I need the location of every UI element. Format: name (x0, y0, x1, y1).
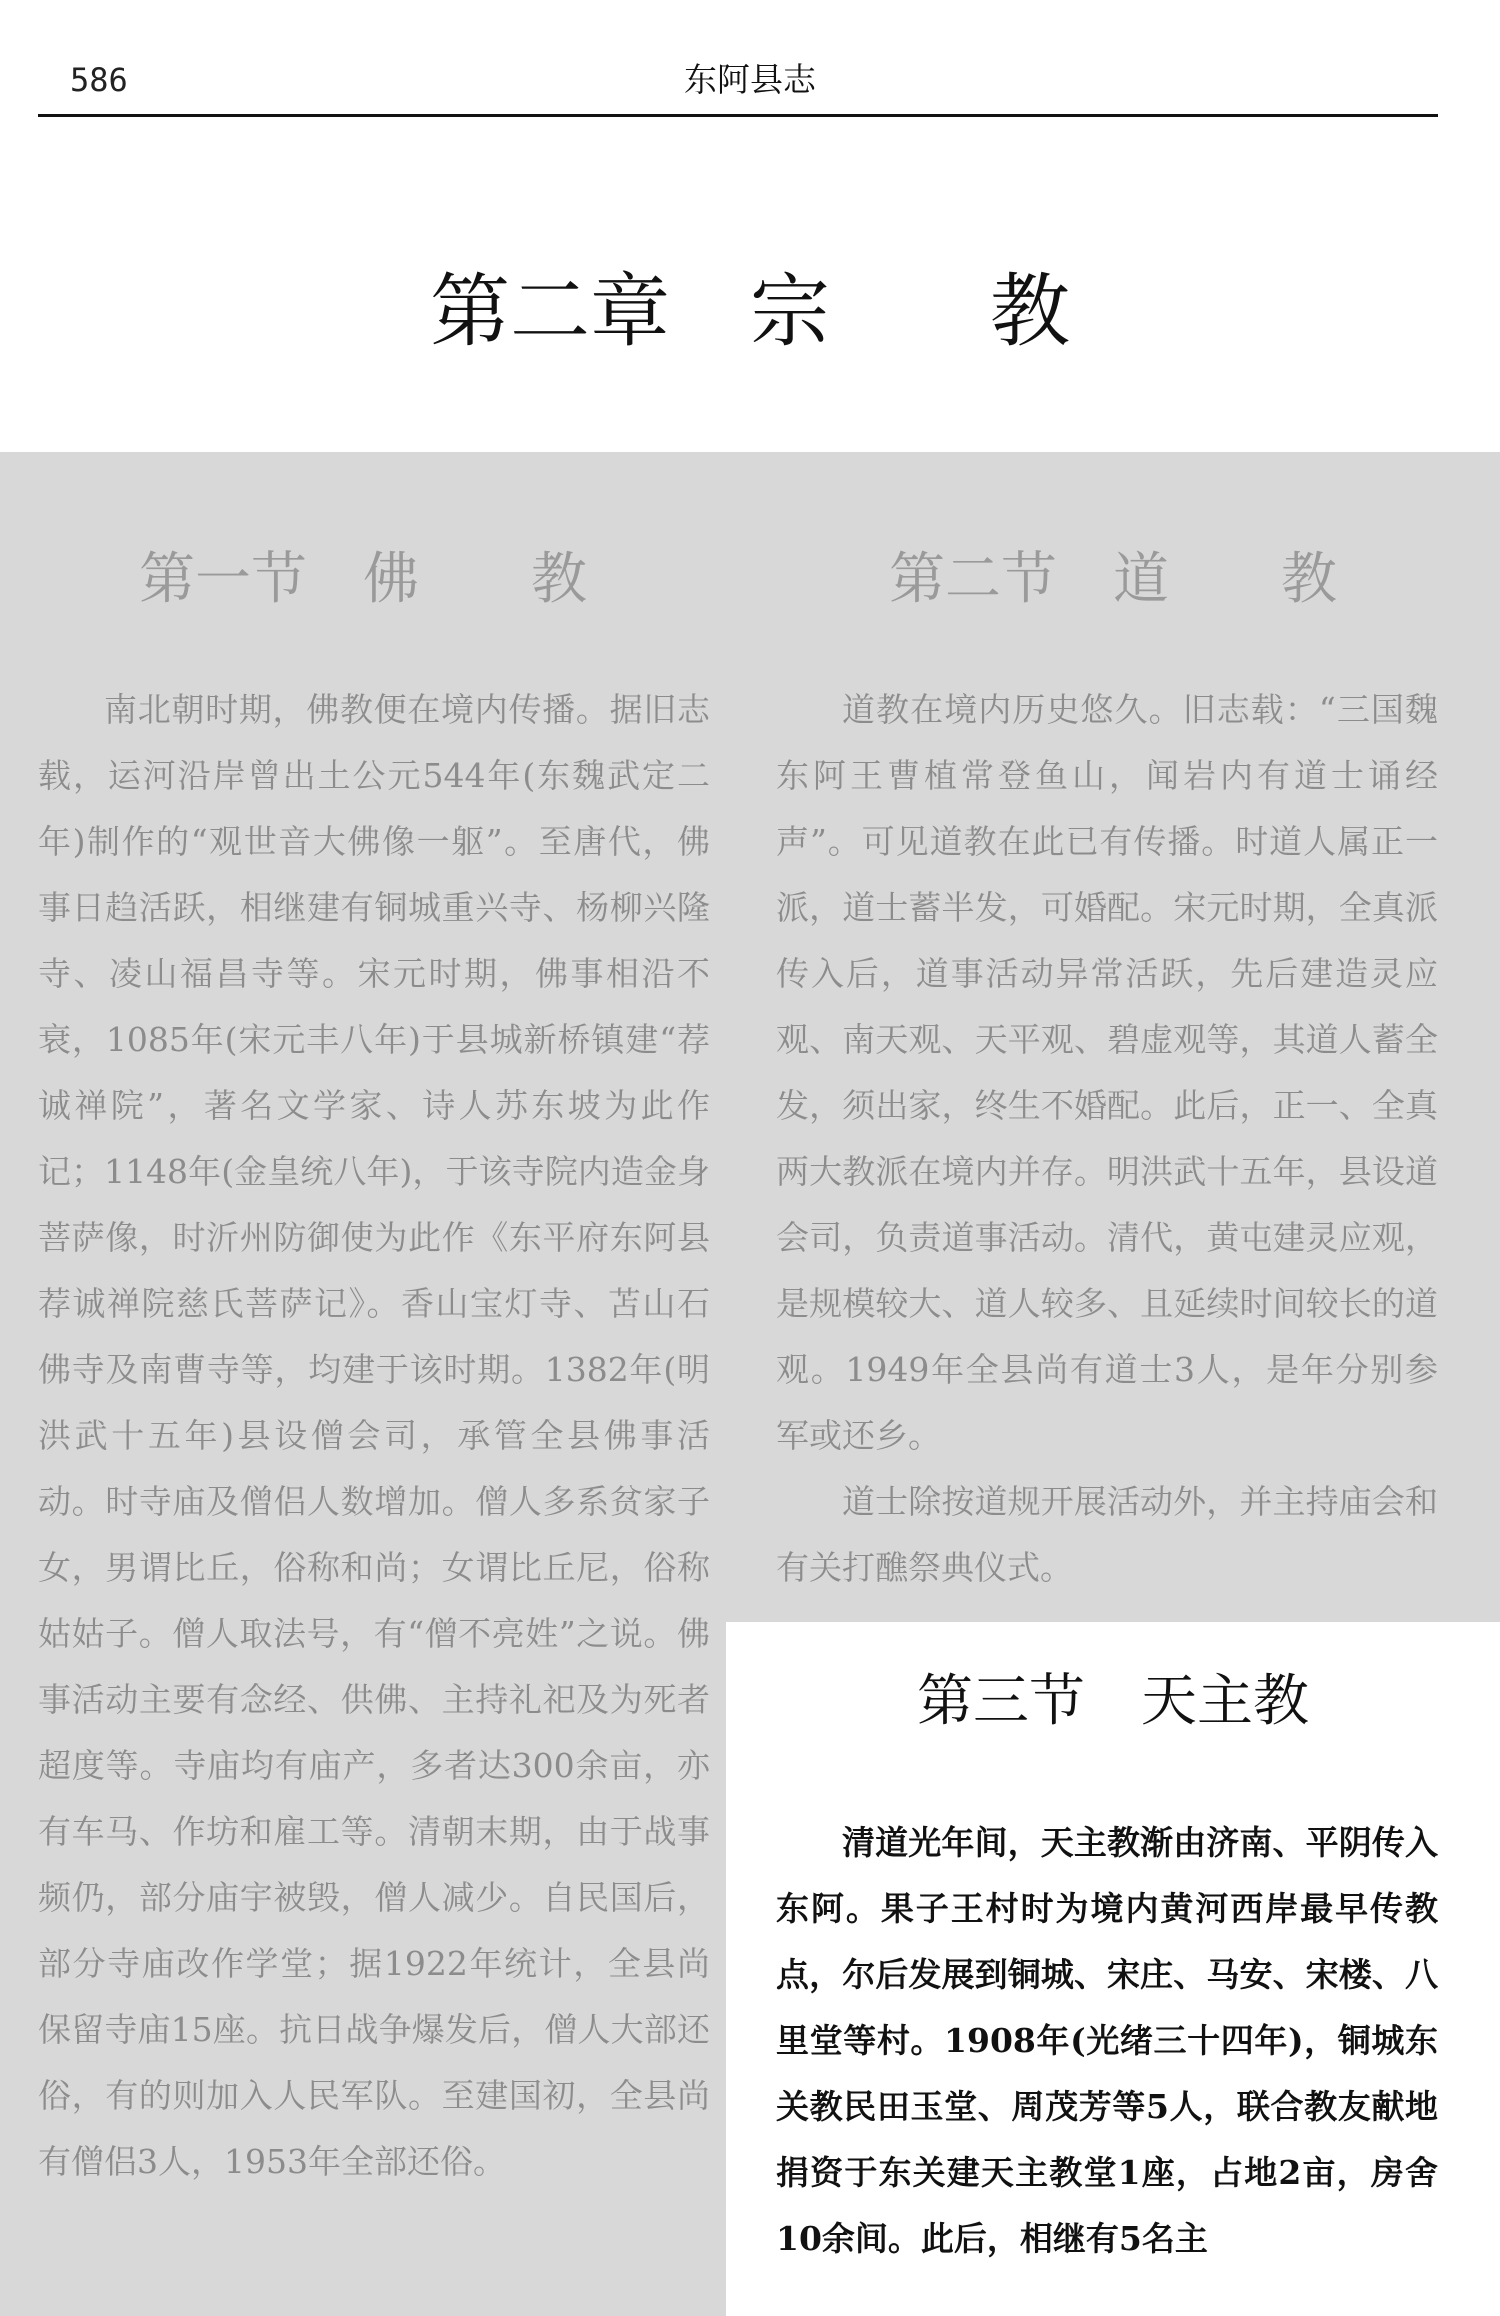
catholicism-paragraph: 清道光年间，天主教渐由济南、平阴传入东阿。果子王村时为境内黄河西岸最早传教点，尔后发展到铜城、宋庄、马安、宋楼、八里堂等村。1908年(光绪三十四年)，铜城东关教民田玉堂、周茂芳等5人，联合教友献地捐资于东关建天主教堂1座，占地2亩，房舍10余间。此后，相继有5名主 (776, 1823, 1438, 2258)
buddhism-section-title: 第一节 佛 教 (139, 547, 587, 612)
chapter-title: 第二章 宗 教 (430, 265, 1070, 358)
taoism-section-body (776, 677, 1438, 1601)
taoism-section-title: 第二节 道 教 (889, 547, 1337, 612)
taoism-paragraph-2: 道士除按道规开展活动外，并主持庙会和有关打醮祭典仪式。 (776, 1482, 1438, 1587)
taoism-paragraph-1: 道教在境内历史悠久。旧志载：“三国魏东阿王曹植常登鱼山，闻岩内有道士诵经声”。可见道教在此已有传播。时道人属正一派，道士蓄半发，可婚配。宋元时期，全真派传入后，道事活动异常活跃，先后建造灵应观、南天观、天平观、碧虚观等，其道人蓄全发，须出家，终生不婚配。此后，正一、全真两大教派在境内并存。明洪武十五年，县设道会司，负责道事活动。清代，黄屯建灵应观，是规模较大、道人较多、且延续时间较长的道观。1949年全县尚有道士3人，是年分别参军或还乡。 (776, 690, 1438, 1455)
page-number: 586 (70, 61, 128, 99)
catholicism-section-title: 第三节 天主教 (917, 1669, 1309, 1734)
running-title: 东阿县志 (684, 60, 816, 99)
buddhism-section-body (38, 677, 710, 2195)
header-rule (38, 114, 1438, 117)
buddhism-paragraph: 南北朝时期，佛教便在境内传播。据旧志载，运河沿岸曾出土公元544年(东魏武定二年)制作的“观世音大佛像一躯”。至唐代，佛事日趋活跃，相继建有铜城重兴寺、杨柳兴隆寺、凌山福昌寺等。宋元时期，佛事相沿不衰，1085年(宋元丰八年)于县城新桥镇建“荐诚禅院”，著名文学家、诗人苏东坡为此作记；1148年(金皇统八年)，于该寺院内造金身菩萨像，时沂州防御使为此作《东平府东阿县荐诚禅院慈氏菩萨记》。香山宝灯寺、苫山石佛寺及南曹寺等，均建于该时期。1382年(明洪武十五年)县设僧会司，承管全县佛事活动。时寺庙及僧侣人数增加。僧人多系贫家子女，男谓比丘，俗称和尚；女谓比丘尼，俗称姑姑子。僧人取法号，有“僧不亮姓”之说。佛事活动主要有念经、供佛、主持礼祀及为死者超度等。寺庙均有庙产，多者达300余亩，亦有车马、作坊和雇工等。清朝末期，由于战事频仍，部分庙宇被毁，僧人减少。自民国后，部分寺庙改作学堂；据1922年统计，全县尚保留寺庙15座。抗日战争爆发后，僧人大部还俗，有的则加入人民军队。至建国初，全县尚有僧侣3人，1953年全部还俗。 (38, 690, 710, 2181)
catholicism-section-body (776, 1810, 1438, 2272)
